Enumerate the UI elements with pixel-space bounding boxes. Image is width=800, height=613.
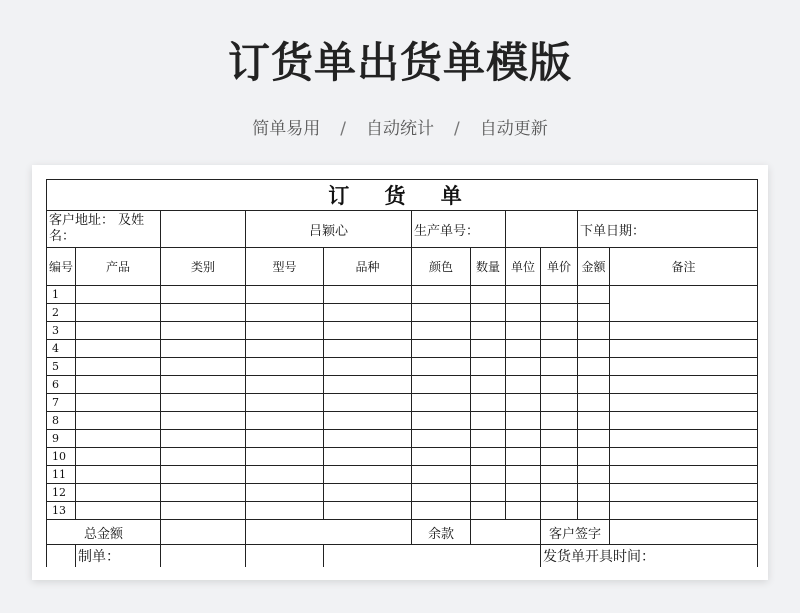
table-cell[interactable]: [161, 466, 246, 484]
table-row: [47, 286, 758, 304]
order-number-cell[interactable]: [506, 211, 578, 248]
order-date-label: 下单日期：: [578, 211, 758, 248]
summary-row: [47, 520, 758, 545]
balance-label: 余款: [412, 520, 471, 545]
table-cell[interactable]: [506, 466, 541, 484]
table-cell[interactable]: [76, 502, 161, 520]
table-cell[interactable]: [324, 286, 412, 304]
table-cell[interactable]: [578, 286, 610, 304]
footer-cell[interactable]: [246, 545, 324, 568]
table-cell[interactable]: [76, 430, 161, 448]
table-cell[interactable]: [76, 286, 161, 304]
remarks-cell[interactable]: [610, 322, 758, 340]
table-cell[interactable]: [541, 322, 578, 340]
table-cell[interactable]: [471, 448, 506, 466]
table-cell[interactable]: [246, 412, 324, 430]
table-cell[interactable]: [324, 322, 412, 340]
table-cell[interactable]: [541, 430, 578, 448]
table-cell[interactable]: [506, 412, 541, 430]
table-row: [47, 322, 758, 340]
remarks-cell[interactable]: [610, 340, 758, 358]
table-cell[interactable]: [161, 286, 246, 304]
page-title: 订货单出货单模版: [227, 38, 572, 87]
table-cell[interactable]: [471, 430, 506, 448]
table-cell[interactable]: [471, 484, 506, 502]
table-cell[interactable]: [161, 340, 246, 358]
table-cell[interactable]: [578, 484, 610, 502]
table-cell[interactable]: [76, 412, 161, 430]
row-number: 4: [47, 340, 76, 358]
remarks-cell[interactable]: [610, 376, 758, 394]
column-header: 品种: [324, 248, 412, 286]
remarks-cell[interactable]: [610, 430, 758, 448]
table-cell[interactable]: [471, 358, 506, 376]
table-cell[interactable]: [246, 304, 324, 322]
table-cell[interactable]: [506, 286, 541, 304]
table-cell[interactable]: [471, 412, 506, 430]
subtitle: [0, 114, 800, 139]
table-cell[interactable]: [506, 448, 541, 466]
table-cell[interactable]: [76, 322, 161, 340]
column-header: 单价: [541, 248, 578, 286]
column-header: 型号: [246, 248, 324, 286]
row-number: 5: [47, 358, 76, 376]
table-cell[interactable]: [412, 430, 471, 448]
summary-blank-cell[interactable]: [246, 520, 412, 545]
subtitle-auto-update: 自动更新: [479, 119, 548, 139]
table-cell[interactable]: [541, 484, 578, 502]
table-cell[interactable]: [246, 286, 324, 304]
customer-signature-cell[interactable]: [610, 520, 758, 545]
footer-cell[interactable]: [324, 545, 541, 568]
table-row: [47, 502, 758, 520]
table-cell[interactable]: [412, 466, 471, 484]
table-row: [47, 394, 758, 412]
table-cell[interactable]: [324, 484, 412, 502]
table-cell[interactable]: [578, 358, 610, 376]
table-cell[interactable]: [541, 394, 578, 412]
footer-row: [47, 545, 758, 568]
table-header-row: [47, 248, 758, 286]
table-cell[interactable]: [541, 466, 578, 484]
table-cell[interactable]: [76, 304, 161, 322]
column-header: 单位: [506, 248, 541, 286]
table-cell[interactable]: [76, 466, 161, 484]
table-cell[interactable]: [161, 430, 246, 448]
remarks-cell[interactable]: [610, 394, 758, 412]
table-cell[interactable]: [161, 394, 246, 412]
customer-address-cell[interactable]: [161, 211, 246, 248]
table-cell[interactable]: [412, 502, 471, 520]
table-row: [47, 466, 758, 484]
row-number: 2: [47, 304, 76, 322]
row-number: 3: [47, 322, 76, 340]
customer-signature-label: 客户签字: [541, 520, 610, 545]
remarks-cell[interactable]: [610, 502, 758, 520]
table-cell[interactable]: [541, 412, 578, 430]
table-cell[interactable]: [578, 304, 610, 322]
remarks-cell[interactable]: [610, 466, 758, 484]
table-cell[interactable]: [246, 430, 324, 448]
subtitle-separator: /: [340, 119, 346, 139]
subtitle-easy: 简单易用: [252, 119, 321, 139]
table-row: [47, 340, 758, 358]
table-cell[interactable]: [506, 304, 541, 322]
table-cell[interactable]: [324, 340, 412, 358]
table-cell[interactable]: [578, 412, 610, 430]
table-cell[interactable]: [161, 502, 246, 520]
column-header: 颜色: [412, 248, 471, 286]
total-amount-label: 总金额: [47, 520, 161, 545]
table-cell[interactable]: [471, 376, 506, 394]
table-cell[interactable]: [541, 448, 578, 466]
table-cell[interactable]: [412, 358, 471, 376]
table-cell[interactable]: [76, 376, 161, 394]
table-cell[interactable]: [324, 394, 412, 412]
order-form-sheet: [32, 165, 768, 580]
table-cell[interactable]: [506, 340, 541, 358]
row-number: 7: [47, 394, 76, 412]
table-cell[interactable]: [471, 340, 506, 358]
table-cell[interactable]: [471, 466, 506, 484]
table-cell[interactable]: [506, 394, 541, 412]
table-cell[interactable]: [578, 340, 610, 358]
table-cell[interactable]: [76, 448, 161, 466]
table-cell[interactable]: [161, 484, 246, 502]
table-cell[interactable]: [412, 412, 471, 430]
table-cell[interactable]: [578, 322, 610, 340]
table-cell[interactable]: [506, 484, 541, 502]
table-cell[interactable]: [412, 394, 471, 412]
table-cell[interactable]: [324, 430, 412, 448]
table-cell[interactable]: [471, 394, 506, 412]
table-cell[interactable]: [246, 448, 324, 466]
table-cell[interactable]: [324, 502, 412, 520]
table-cell[interactable]: [246, 502, 324, 520]
row-number: 8: [47, 412, 76, 430]
row-number: 12: [47, 484, 76, 502]
table-row: [47, 412, 758, 430]
table-cell[interactable]: [161, 304, 246, 322]
table-row: [47, 376, 758, 394]
table-cell[interactable]: [506, 322, 541, 340]
table-cell[interactable]: [324, 358, 412, 376]
remarks-cell[interactable]: [610, 286, 758, 322]
table-cell[interactable]: [412, 304, 471, 322]
table-cell[interactable]: [246, 376, 324, 394]
customer-address-label: 客户地址： 及姓名：: [47, 211, 161, 248]
table-cell[interactable]: [578, 466, 610, 484]
total-amount-cell[interactable]: [161, 520, 246, 545]
table-cell[interactable]: [541, 286, 578, 304]
table-cell[interactable]: [161, 412, 246, 430]
table-cell[interactable]: [161, 322, 246, 340]
column-header: 类别: [161, 248, 246, 286]
row-number: 13: [47, 502, 76, 520]
table-cell[interactable]: [578, 430, 610, 448]
remarks-cell[interactable]: [610, 484, 758, 502]
row-number: 10: [47, 448, 76, 466]
table-cell[interactable]: [541, 304, 578, 322]
table-cell[interactable]: [161, 448, 246, 466]
column-header: 编号: [47, 248, 76, 286]
table-cell[interactable]: [578, 502, 610, 520]
balance-cell[interactable]: [471, 520, 541, 545]
order-form-table: [46, 179, 758, 567]
table-cell[interactable]: [76, 394, 161, 412]
table-row: [47, 484, 758, 502]
table-cell[interactable]: [578, 376, 610, 394]
table-cell[interactable]: [541, 376, 578, 394]
table-cell[interactable]: [471, 286, 506, 304]
row-number: 1: [47, 286, 76, 304]
table-cell[interactable]: [471, 304, 506, 322]
table-cell[interactable]: [324, 304, 412, 322]
remarks-cell[interactable]: [610, 412, 758, 430]
table-cell[interactable]: [324, 466, 412, 484]
row-number: 6: [47, 376, 76, 394]
table-cell[interactable]: [324, 448, 412, 466]
table-row: [47, 358, 758, 376]
table-cell[interactable]: [246, 466, 324, 484]
table-cell[interactable]: [246, 358, 324, 376]
table-cell[interactable]: [246, 484, 324, 502]
table-cell[interactable]: [76, 484, 161, 502]
footer-blank-cell: [47, 545, 76, 568]
table-cell[interactable]: [506, 376, 541, 394]
table-cell[interactable]: [412, 448, 471, 466]
table-cell[interactable]: [246, 340, 324, 358]
order-number-label: 生产单号：: [412, 211, 506, 248]
table-cell[interactable]: [161, 376, 246, 394]
table-cell[interactable]: [506, 502, 541, 520]
remarks-cell[interactable]: [610, 358, 758, 376]
row-number: 11: [47, 466, 76, 484]
table-cell[interactable]: [324, 376, 412, 394]
table-cell[interactable]: [578, 394, 610, 412]
column-header: 金额: [578, 248, 610, 286]
table-cell[interactable]: [541, 340, 578, 358]
table-cell[interactable]: [412, 484, 471, 502]
table-cell[interactable]: [506, 358, 541, 376]
table-cell[interactable]: [541, 358, 578, 376]
table-cell[interactable]: [76, 340, 161, 358]
table-cell[interactable]: [471, 502, 506, 520]
table-cell[interactable]: [506, 430, 541, 448]
subtitle-separator: /: [454, 119, 460, 139]
table-row: [47, 448, 758, 466]
table-cell[interactable]: [541, 502, 578, 520]
table-cell[interactable]: [246, 394, 324, 412]
form-title: 订 货 单: [47, 180, 758, 211]
table-cell[interactable]: [76, 358, 161, 376]
table-cell[interactable]: [412, 322, 471, 340]
column-header: 数量: [471, 248, 506, 286]
maker-label: 制单：: [76, 545, 161, 568]
table-row: [47, 430, 758, 448]
maker-cell[interactable]: [161, 545, 246, 568]
table-cell[interactable]: [471, 322, 506, 340]
remarks-cell[interactable]: [610, 448, 758, 466]
table-cell[interactable]: [578, 448, 610, 466]
table-cell[interactable]: [324, 412, 412, 430]
table-cell[interactable]: [412, 376, 471, 394]
column-header: 备注: [610, 248, 758, 286]
ship-time-label: 发货单开具时间：: [541, 545, 758, 568]
table-cell[interactable]: [246, 322, 324, 340]
subtitle-auto-stats: 自动统计: [366, 119, 434, 139]
row-number: 9: [47, 430, 76, 448]
table-cell[interactable]: [161, 358, 246, 376]
table-cell[interactable]: [412, 340, 471, 358]
product-name-value[interactable]: 吕颖心: [246, 211, 412, 248]
column-header: 产品: [76, 248, 161, 286]
table-cell[interactable]: [412, 286, 471, 304]
